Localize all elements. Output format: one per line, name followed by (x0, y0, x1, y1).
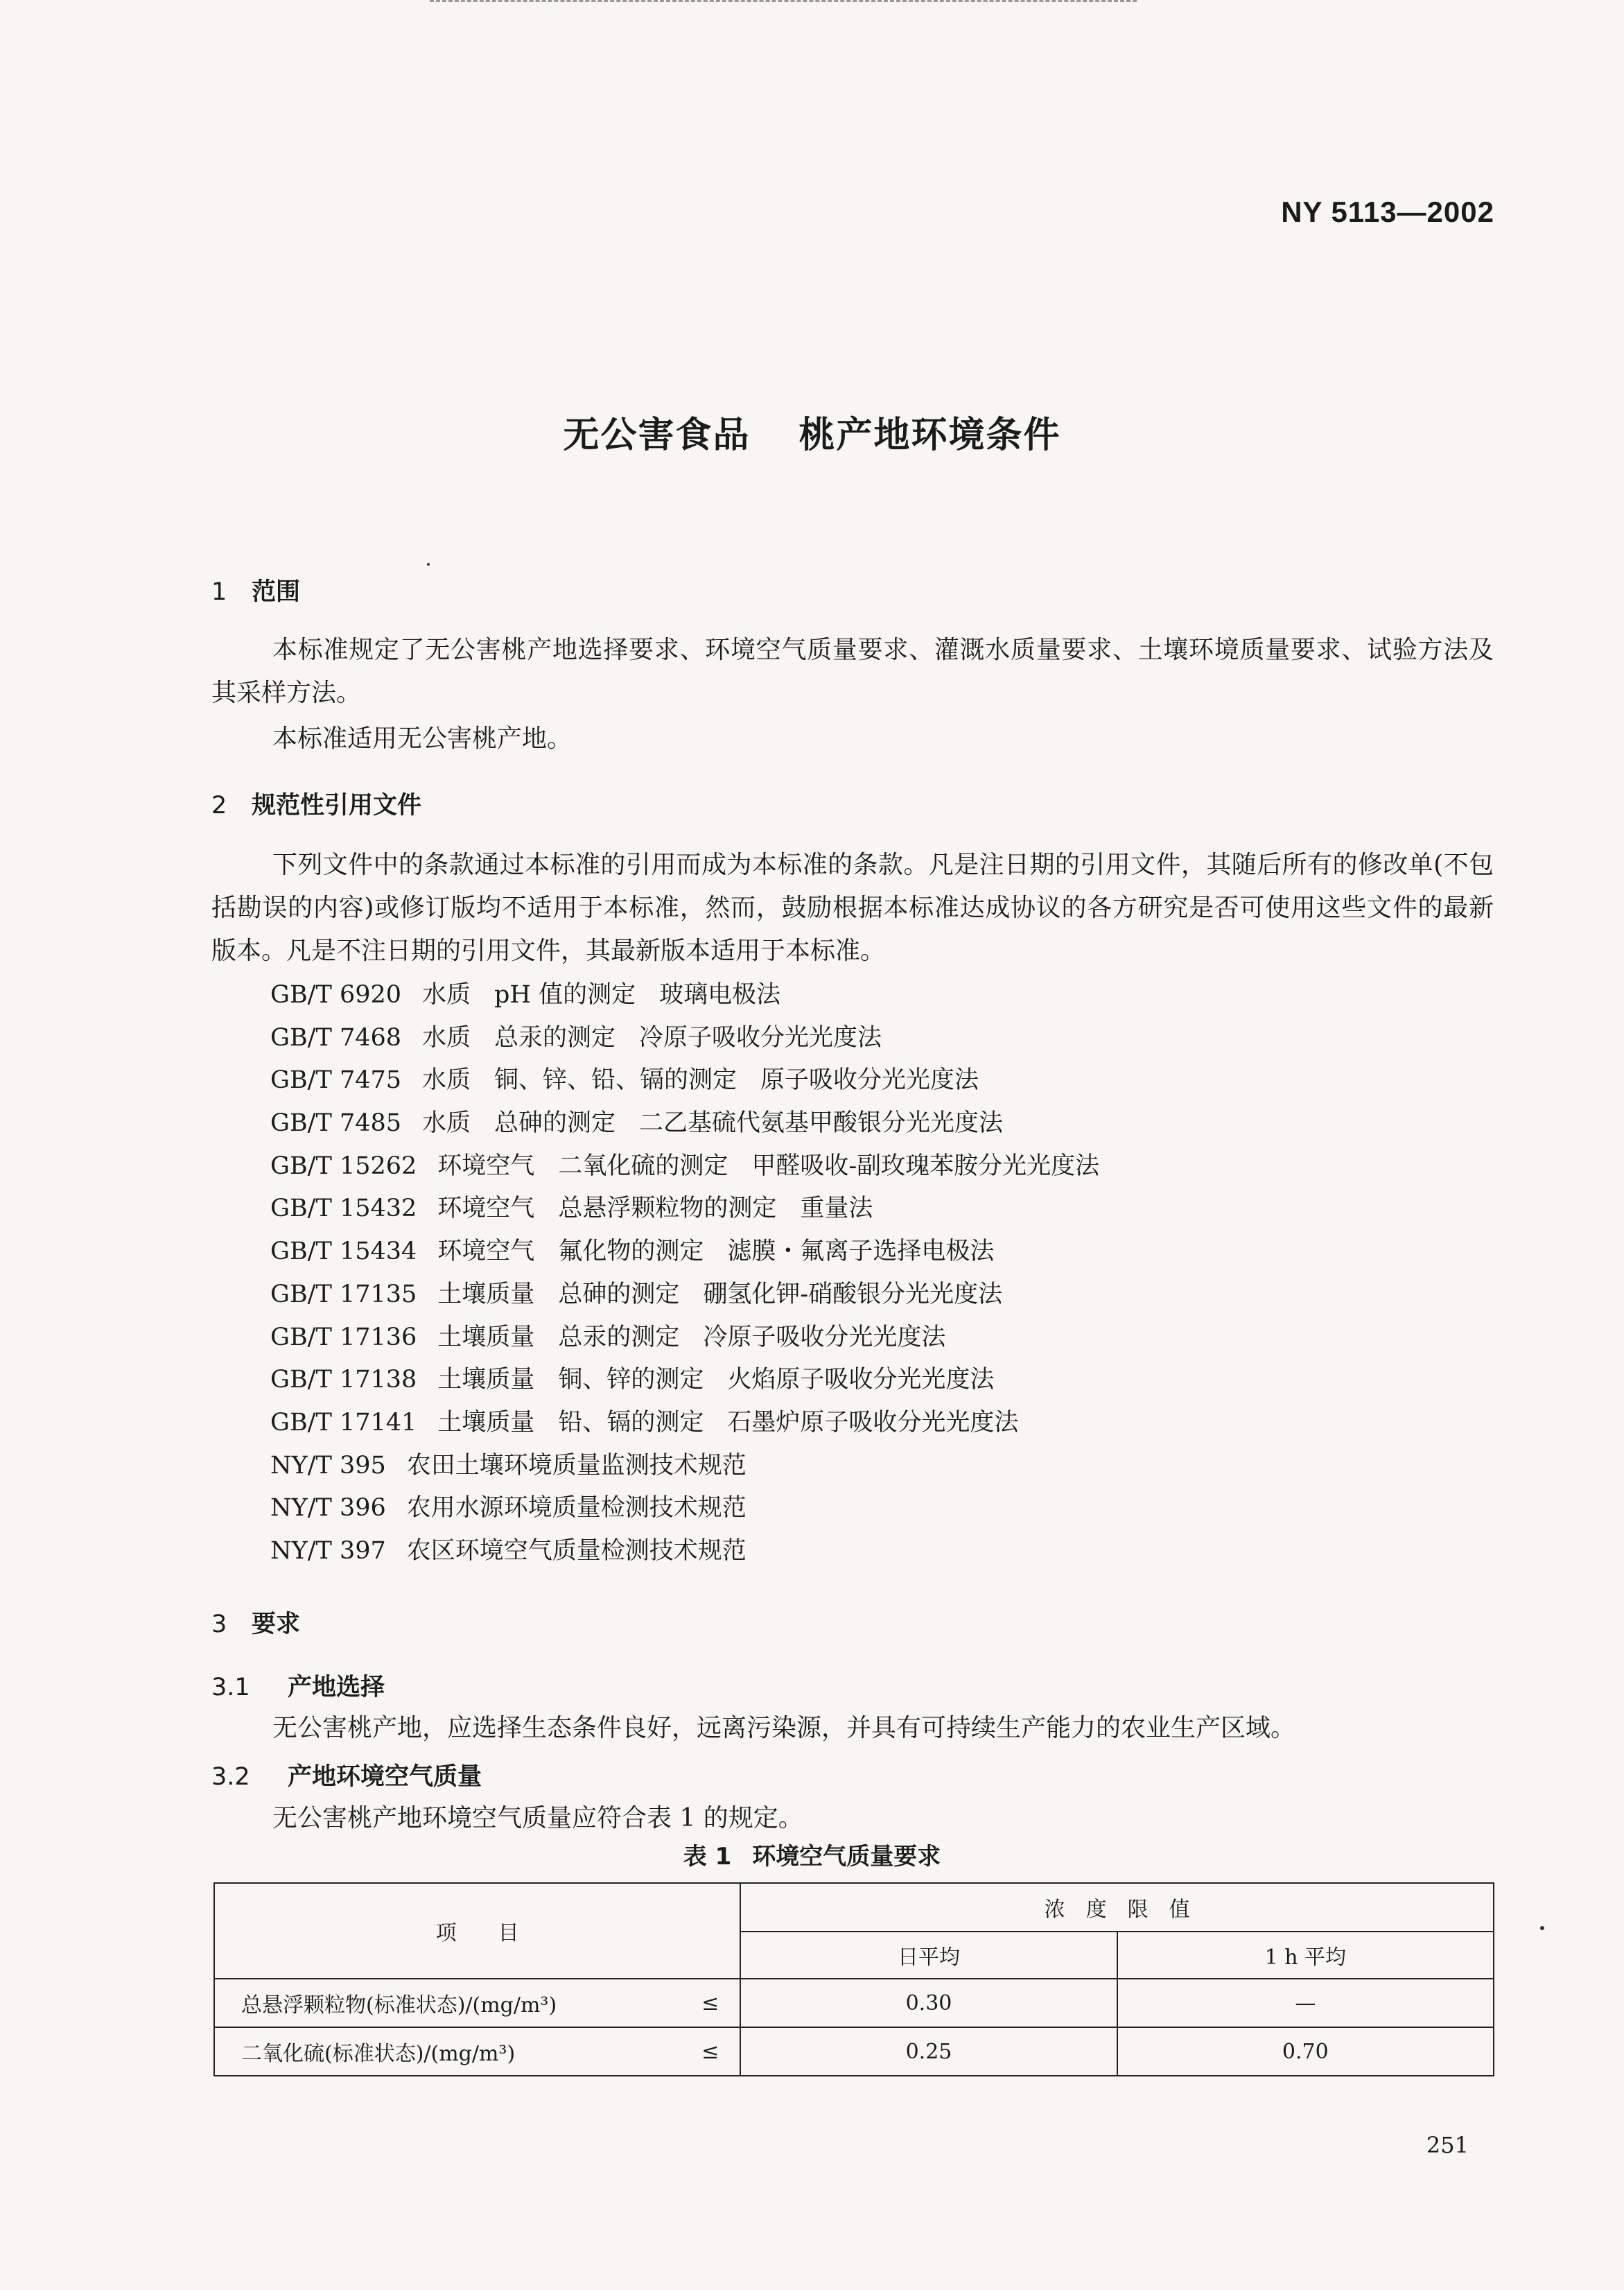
document-title (0, 406, 1624, 458)
reference-title-part: 玻璃电极法 (659, 981, 781, 1009)
reference-item (270, 1445, 1123, 1488)
reference-title-part: 火焰原子吸收分光光度法 (727, 1366, 995, 1394)
subsection-number: 3.1 (211, 1674, 250, 1701)
section-1-paragraph-2: 本标准适用无公害桃产地。 (272, 725, 573, 753)
reference-title-part: 环境空气 (437, 1152, 535, 1180)
reference-code: GB/T 7485 (270, 1109, 402, 1138)
section-title: 要求 (252, 1611, 301, 1638)
subsection-number: 3.2 (211, 1763, 250, 1791)
section-title: 范围 (252, 578, 301, 606)
title-part-2: 桃产地环境条件 (798, 415, 1061, 456)
reference-title-part: 铅、镉的测定 (558, 1408, 704, 1437)
section-1-heading (211, 573, 300, 607)
table-row (214, 2027, 1494, 2076)
reference-title-part: 二乙基硫代氨基甲酸银分光光度法 (639, 1109, 1004, 1138)
item-cell: 二氧化硫(标准状态)/(mg/m³) ≤ (214, 2027, 740, 2076)
reference-item (270, 1317, 1123, 1360)
reference-list (270, 974, 1123, 1573)
section-number: 3 (211, 1611, 227, 1638)
reference-title-part: 农田土壤环境质量监测技术规范 (406, 1451, 746, 1480)
scan-edge-line (430, 0, 1137, 4)
reference-code: GB/T 15434 (270, 1238, 417, 1266)
subsection-3-1-text: 无公害桃产地，应选择生态条件良好，远离污染源，并具有可持续生产能力的农业生产区域。 (272, 1714, 1296, 1742)
reference-title-part: 硼氢化钾-硝酸银分光光度法 (703, 1280, 1003, 1308)
reference-title-part: 石墨炉原子吸收分光光度法 (727, 1408, 1019, 1437)
reference-title-part: 环境空气 (437, 1238, 535, 1266)
reference-code: GB/T 15262 (270, 1152, 417, 1180)
reference-title-part: 重量法 (800, 1195, 873, 1223)
reference-title-part: 农区环境空气质量检测技术规范 (406, 1536, 746, 1565)
section-number: 1 (211, 578, 227, 606)
reference-title-part: 冷原子吸收分光光度法 (703, 1323, 946, 1351)
reference-item (270, 1530, 1123, 1573)
reference-code: NY/T 397 (270, 1536, 386, 1565)
reference-code: GB/T 17141 (270, 1408, 417, 1437)
reference-code: GB/T 15432 (270, 1195, 417, 1223)
scan-speck (1540, 1926, 1544, 1930)
header-hourly-cell: 1 h 平均 (1117, 1932, 1494, 1979)
reference-title-part: 总悬浮颗粒物的测定 (558, 1195, 777, 1223)
reference-item (270, 1059, 1123, 1102)
reference-item (270, 1188, 1123, 1231)
subsection-3-2-heading (211, 1758, 482, 1792)
reference-title-part: 铜、锌的测定 (558, 1366, 704, 1394)
reference-item (270, 1402, 1123, 1445)
scan-speck (427, 563, 430, 566)
reference-code: GB/T 6920 (270, 981, 402, 1009)
header-daily-cell: 日平均 (740, 1932, 1117, 1979)
section-2-intro: 下列文件中的条款通过本标准的引用而成为本标准的条款。凡是注日期的引用文件，其随后所有的修改单(不包括勘误的内容)或修订版均不适用于本标准，然而，鼓励根据本标准达成协议的各方研究是否可使用这些文件的最新版本。凡是不注日期的引用文件，其最新版本适用于本标准。 (211, 851, 1494, 965)
title-part-1: 无公害食品 (563, 415, 751, 456)
reference-item (270, 1231, 1123, 1274)
reference-code: GB/T 17138 (270, 1366, 417, 1394)
section-1-paragraph-1: 本标准规定了无公害桃产地选择要求、环境空气质量要求、灌溉水质量要求、土壤环境质量要求、试验方法及其采样方法。 (211, 636, 1494, 707)
header-limit-cell: 浓 度 限 值 (740, 1883, 1494, 1932)
reference-item (270, 1487, 1123, 1530)
subsection-title: 产地环境空气质量 (288, 1763, 482, 1791)
section-2-heading (211, 786, 421, 821)
hourly-value-cell: 0.70 (1117, 2027, 1494, 2076)
reference-title-part: 水质 (422, 1109, 471, 1138)
reference-title-part: 甲醛吸收-副玫瑰苯胺分光光度法 (751, 1152, 1100, 1180)
reference-title-part: 水质 (422, 1066, 471, 1095)
reference-item (270, 1145, 1123, 1188)
reference-code: GB/T 7475 (270, 1066, 402, 1095)
reference-title-part: 滤膜・氟离子选择电极法 (727, 1238, 995, 1266)
reference-code: NY/T 396 (270, 1494, 386, 1523)
header-item-cell: 项 目 (214, 1883, 740, 1979)
reference-title-part: 水质 (422, 981, 471, 1009)
air-quality-table (213, 1882, 1494, 2076)
reference-title-part: 农用水源环境质量检测技术规范 (406, 1494, 746, 1523)
reference-title-part: 土壤质量 (437, 1323, 535, 1351)
reference-item (270, 974, 1123, 1017)
reference-title-part: 二氧化硫的测定 (558, 1152, 728, 1180)
standard-code: NY 5113—2002 (1281, 196, 1494, 228)
daily-value-cell: 0.25 (740, 2027, 1117, 2076)
reference-title-part: 土壤质量 (437, 1366, 535, 1394)
table-1-caption (0, 1837, 1624, 1871)
table-row (214, 1979, 1494, 2027)
reference-title-part: 总汞的测定 (494, 1023, 616, 1052)
section-number: 2 (211, 792, 227, 819)
reference-title-part: 总砷的测定 (558, 1280, 680, 1308)
reference-item (270, 1359, 1123, 1402)
reference-title-part: 土壤质量 (437, 1408, 535, 1437)
reference-title-part: 总汞的测定 (558, 1323, 680, 1351)
reference-title-part: 总砷的测定 (494, 1109, 616, 1138)
reference-item (270, 1102, 1123, 1145)
reference-title-part: 铜、锌、铅、镉的测定 (494, 1066, 737, 1095)
reference-code: NY/T 395 (270, 1451, 386, 1480)
section-title: 规范性引用文件 (252, 792, 422, 819)
reference-title-part: 氟化物的测定 (558, 1238, 704, 1266)
section-3-heading (211, 1605, 300, 1640)
reference-title-part: 环境空气 (437, 1195, 535, 1223)
reference-title-part: 水质 (422, 1023, 471, 1052)
reference-title-part: 冷原子吸收分光光度法 (639, 1023, 882, 1052)
subsection-3-2-text: 无公害桃产地环境空气质量应符合表 1 的规定。 (272, 1804, 803, 1832)
table-caption-number: 表 1 (683, 1843, 732, 1871)
reference-title-part: pH 值的测定 (494, 981, 636, 1009)
reference-title-part: 土壤质量 (437, 1280, 535, 1308)
reference-code: GB/T 17136 (270, 1323, 417, 1351)
reference-item (270, 1017, 1123, 1060)
subsection-title: 产地选择 (288, 1674, 385, 1701)
reference-item (270, 1274, 1123, 1317)
reference-code: GB/T 17135 (270, 1280, 417, 1308)
subsection-3-1-heading (211, 1668, 385, 1703)
reference-title-part: 原子吸收分光光度法 (760, 1066, 979, 1095)
item-cell: 总悬浮颗粒物(标准状态)/(mg/m³) ≤ (214, 1979, 740, 2027)
hourly-value-cell: — (1117, 1979, 1494, 2027)
page-number: 251 (1426, 2132, 1469, 2158)
reference-code: GB/T 7468 (270, 1023, 402, 1052)
daily-value-cell: 0.30 (740, 1979, 1117, 2027)
table-caption-title: 环境空气质量要求 (752, 1843, 941, 1871)
